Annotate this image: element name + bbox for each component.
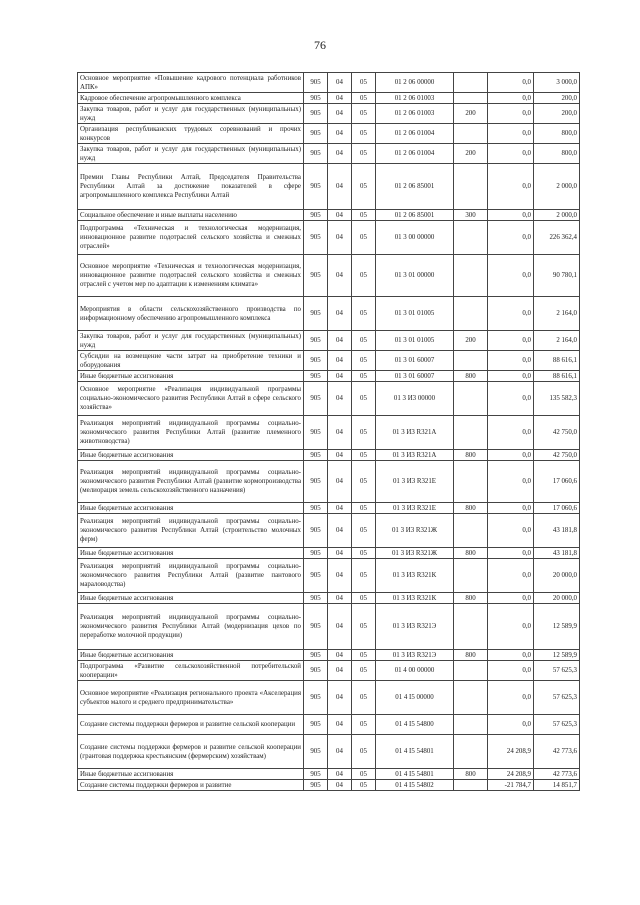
row-vr-cell: 800 bbox=[454, 593, 488, 604]
row-csr-cell: 01 3 И3 R321Э bbox=[376, 604, 454, 650]
row-csr-cell: 01 4 00 00000 bbox=[376, 661, 454, 681]
row-vr-cell: 300 bbox=[454, 210, 488, 221]
row-pr-cell: 05 bbox=[352, 681, 376, 715]
row-pr-cell: 05 bbox=[352, 559, 376, 593]
row-change-cell: 0,0 bbox=[488, 461, 534, 503]
table-row bbox=[78, 104, 580, 124]
row-change-cell: 0,0 bbox=[488, 382, 534, 416]
row-csr-cell: 01 3 01 60007 bbox=[376, 371, 454, 382]
row-change-cell: 0,0 bbox=[488, 503, 534, 514]
row-name-cell: Иные бюджетные ассигнования bbox=[78, 503, 304, 514]
row-change-cell: 0,0 bbox=[488, 73, 534, 93]
row-name-cell: Закупка товаров, работ и услуг для государственных (муниципальных) нужд bbox=[78, 104, 304, 124]
row-rz-cell: 04 bbox=[328, 735, 352, 769]
row-gr-cell: 905 bbox=[304, 144, 328, 164]
row-sum-cell: 2 000,0 bbox=[534, 210, 580, 221]
row-csr-cell: 01 2 06 01003 bbox=[376, 93, 454, 104]
table-row bbox=[78, 164, 580, 210]
row-sum-cell: 17 060,6 bbox=[534, 461, 580, 503]
row-sum-cell: 42 773,6 bbox=[534, 735, 580, 769]
table-row bbox=[78, 593, 580, 604]
row-pr-cell: 05 bbox=[352, 450, 376, 461]
row-csr-cell: 01 3 01 00000 bbox=[376, 255, 454, 297]
row-vr-cell: 800 bbox=[454, 371, 488, 382]
row-change-cell: 0,0 bbox=[488, 715, 534, 735]
row-change-cell: 0,0 bbox=[488, 416, 534, 450]
row-name-cell: Закупка товаров, работ и услуг для государственных (муниципальных) нужд bbox=[78, 144, 304, 164]
row-sum-cell: 43 181,8 bbox=[534, 548, 580, 559]
row-name-cell: Иные бюджетные ассигнования bbox=[78, 650, 304, 661]
row-sum-cell: 3 000,0 bbox=[534, 73, 580, 93]
row-sum-cell: 57 625,3 bbox=[534, 661, 580, 681]
row-change-cell: 0,0 bbox=[488, 514, 534, 548]
row-sum-cell: 42 750,0 bbox=[534, 450, 580, 461]
table-row bbox=[78, 371, 580, 382]
row-pr-cell: 05 bbox=[352, 93, 376, 104]
row-vr-cell bbox=[454, 715, 488, 735]
row-sum-cell: 800,0 bbox=[534, 144, 580, 164]
row-gr-cell: 905 bbox=[304, 559, 328, 593]
row-sum-cell: 42 750,0 bbox=[534, 416, 580, 450]
row-gr-cell: 905 bbox=[304, 104, 328, 124]
row-rz-cell: 04 bbox=[328, 548, 352, 559]
row-csr-cell: 01 4 I5 54800 bbox=[376, 715, 454, 735]
row-gr-cell: 905 bbox=[304, 450, 328, 461]
row-sum-cell: 20 000,0 bbox=[534, 593, 580, 604]
row-csr-cell: 01 4 I5 54801 bbox=[376, 735, 454, 769]
row-name-cell: Закупка товаров, работ и услуг для государственных (муниципальных) нужд bbox=[78, 331, 304, 351]
table-row bbox=[78, 780, 580, 791]
row-name-cell: Подпрограмма «Развитие сельскохозяйственной потребительской кооперации» bbox=[78, 661, 304, 681]
row-change-cell: 0,0 bbox=[488, 548, 534, 559]
row-vr-cell bbox=[454, 164, 488, 210]
table-row bbox=[78, 416, 580, 450]
row-pr-cell: 05 bbox=[352, 735, 376, 769]
row-rz-cell: 04 bbox=[328, 650, 352, 661]
row-csr-cell: 01 2 06 01004 bbox=[376, 124, 454, 144]
row-rz-cell: 04 bbox=[328, 416, 352, 450]
row-name-cell: Основное мероприятие «Реализация регионального проекта «Акселерация субъектов малого и среднего предпринимательства» bbox=[78, 681, 304, 715]
table-row bbox=[78, 210, 580, 221]
row-change-cell: 0,0 bbox=[488, 144, 534, 164]
row-csr-cell: 01 3 И3 R321А bbox=[376, 450, 454, 461]
table-row bbox=[78, 650, 580, 661]
row-pr-cell: 05 bbox=[352, 593, 376, 604]
row-name-cell: Социальное обеспечение и иные выплаты населению bbox=[78, 210, 304, 221]
row-csr-cell: 01 2 06 01003 bbox=[376, 104, 454, 124]
row-sum-cell: 226 362,4 bbox=[534, 221, 580, 255]
row-change-cell: 0,0 bbox=[488, 681, 534, 715]
row-pr-cell: 05 bbox=[352, 221, 376, 255]
row-change-cell: 0,0 bbox=[488, 164, 534, 210]
row-gr-cell: 905 bbox=[304, 124, 328, 144]
row-csr-cell: 01 4 I5 54801 bbox=[376, 769, 454, 780]
table-row bbox=[78, 93, 580, 104]
row-gr-cell: 905 bbox=[304, 715, 328, 735]
row-rz-cell: 04 bbox=[328, 450, 352, 461]
row-pr-cell: 05 bbox=[352, 780, 376, 791]
row-vr-cell bbox=[454, 514, 488, 548]
row-change-cell: 0,0 bbox=[488, 104, 534, 124]
row-rz-cell: 04 bbox=[328, 503, 352, 514]
row-rz-cell: 04 bbox=[328, 351, 352, 371]
row-pr-cell: 05 bbox=[352, 144, 376, 164]
row-name-cell: Подпрограмма «Техническая и технологическая модернизация, инновационное развитие подотраслей сельского хозяйства и смежных отраслей» bbox=[78, 221, 304, 255]
table-row bbox=[78, 124, 580, 144]
row-name-cell: Иные бюджетные ассигнования bbox=[78, 371, 304, 382]
row-change-cell: 24 208,9 bbox=[488, 769, 534, 780]
row-csr-cell: 01 2 06 00000 bbox=[376, 73, 454, 93]
row-change-cell: 0,0 bbox=[488, 371, 534, 382]
row-vr-cell: 200 bbox=[454, 144, 488, 164]
row-pr-cell: 05 bbox=[352, 503, 376, 514]
table-row bbox=[78, 255, 580, 297]
row-csr-cell: 01 4 I5 54802 bbox=[376, 780, 454, 791]
row-gr-cell: 905 bbox=[304, 297, 328, 331]
row-rz-cell: 04 bbox=[328, 681, 352, 715]
table-row bbox=[78, 681, 580, 715]
row-pr-cell: 05 bbox=[352, 297, 376, 331]
row-gr-cell: 905 bbox=[304, 461, 328, 503]
row-gr-cell: 905 bbox=[304, 210, 328, 221]
row-vr-cell bbox=[454, 559, 488, 593]
table-row bbox=[78, 548, 580, 559]
row-change-cell: 0,0 bbox=[488, 210, 534, 221]
row-pr-cell: 05 bbox=[352, 604, 376, 650]
row-name-cell: Кадровое обеспечение агропромышленного комплекса bbox=[78, 93, 304, 104]
row-change-cell: 0,0 bbox=[488, 331, 534, 351]
row-csr-cell: 01 2 06 85001 bbox=[376, 164, 454, 210]
row-gr-cell: 905 bbox=[304, 221, 328, 255]
table-row bbox=[78, 503, 580, 514]
row-pr-cell: 05 bbox=[352, 715, 376, 735]
row-csr-cell: 01 3 И3 R321Ж bbox=[376, 514, 454, 548]
row-vr-cell bbox=[454, 73, 488, 93]
row-rz-cell: 04 bbox=[328, 715, 352, 735]
row-change-cell: 0,0 bbox=[488, 124, 534, 144]
row-sum-cell: 90 780,1 bbox=[534, 255, 580, 297]
row-change-cell: 0,0 bbox=[488, 661, 534, 681]
row-rz-cell: 04 bbox=[328, 331, 352, 351]
row-csr-cell: 01 3 И3 R321К bbox=[376, 593, 454, 604]
row-vr-cell bbox=[454, 221, 488, 255]
row-name-cell: Основное мероприятие «Повышение кадрового потенциала работников АПК» bbox=[78, 73, 304, 93]
row-rz-cell: 04 bbox=[328, 144, 352, 164]
row-gr-cell: 905 bbox=[304, 382, 328, 416]
row-name-cell: Иные бюджетные ассигнования bbox=[78, 769, 304, 780]
row-sum-cell: 12 589,9 bbox=[534, 650, 580, 661]
row-change-cell: 0,0 bbox=[488, 297, 534, 331]
row-vr-cell bbox=[454, 382, 488, 416]
row-gr-cell: 905 bbox=[304, 769, 328, 780]
row-csr-cell: 01 3 01 01005 bbox=[376, 331, 454, 351]
row-rz-cell: 04 bbox=[328, 769, 352, 780]
row-pr-cell: 05 bbox=[352, 371, 376, 382]
row-csr-cell: 01 3 И3 R321Э bbox=[376, 650, 454, 661]
row-name-cell: Иные бюджетные ассигнования bbox=[78, 593, 304, 604]
row-change-cell: 24 208,9 bbox=[488, 735, 534, 769]
row-vr-cell: 800 bbox=[454, 503, 488, 514]
row-pr-cell: 05 bbox=[352, 73, 376, 93]
row-vr-cell bbox=[454, 255, 488, 297]
row-pr-cell: 05 bbox=[352, 661, 376, 681]
row-gr-cell: 905 bbox=[304, 164, 328, 210]
row-name-cell: Реализация мероприятий индивидуальной программы социально-экономического развития Республики Алтай (модернизация цехов по переработке молочной продукции) bbox=[78, 604, 304, 650]
row-sum-cell: 200,0 bbox=[534, 93, 580, 104]
row-vr-cell: 800 bbox=[454, 769, 488, 780]
row-sum-cell: 135 582,3 bbox=[534, 382, 580, 416]
row-pr-cell: 05 bbox=[352, 210, 376, 221]
row-csr-cell: 01 3 01 60007 bbox=[376, 351, 454, 371]
row-sum-cell: 43 181,8 bbox=[534, 514, 580, 548]
row-pr-cell: 05 bbox=[352, 124, 376, 144]
row-vr-cell bbox=[454, 661, 488, 681]
row-sum-cell: 42 773,6 bbox=[534, 769, 580, 780]
budget-table bbox=[77, 72, 580, 791]
row-sum-cell: 12 589,9 bbox=[534, 604, 580, 650]
table-row bbox=[78, 73, 580, 93]
row-csr-cell: 01 3 И3 R321Е bbox=[376, 503, 454, 514]
row-gr-cell: 905 bbox=[304, 255, 328, 297]
row-sum-cell: 88 616,1 bbox=[534, 351, 580, 371]
row-name-cell: Основное мероприятие «Реализация индивидуальной программы социально-экономического развития Республики Алтай в сфере сельского хозяйства» bbox=[78, 382, 304, 416]
row-pr-cell: 05 bbox=[352, 351, 376, 371]
row-pr-cell: 05 bbox=[352, 331, 376, 351]
table-row bbox=[78, 559, 580, 593]
row-rz-cell: 04 bbox=[328, 164, 352, 210]
budget-table-body bbox=[78, 73, 580, 791]
row-rz-cell: 04 bbox=[328, 371, 352, 382]
row-name-cell: Создание системы поддержки фермеров и развитие bbox=[78, 780, 304, 791]
row-rz-cell: 04 bbox=[328, 93, 352, 104]
row-rz-cell: 04 bbox=[328, 661, 352, 681]
row-name-cell: Создание системы поддержки фермеров и развитие сельской кооперации (грантовая поддержка крестьянским (фермерским) хозяйствам) bbox=[78, 735, 304, 769]
row-vr-cell: 200 bbox=[454, 104, 488, 124]
row-pr-cell: 05 bbox=[352, 416, 376, 450]
row-change-cell: 0,0 bbox=[488, 351, 534, 371]
row-rz-cell: 04 bbox=[328, 593, 352, 604]
row-csr-cell: 01 3 00 00000 bbox=[376, 221, 454, 255]
row-gr-cell: 905 bbox=[304, 593, 328, 604]
row-gr-cell: 905 bbox=[304, 650, 328, 661]
row-gr-cell: 905 bbox=[304, 661, 328, 681]
row-sum-cell: 200,0 bbox=[534, 104, 580, 124]
row-sum-cell: 20 000,0 bbox=[534, 559, 580, 593]
row-sum-cell: 800,0 bbox=[534, 124, 580, 144]
row-change-cell: 0,0 bbox=[488, 650, 534, 661]
table-row bbox=[78, 450, 580, 461]
row-name-cell: Основное мероприятие «Техническая и технологическая модернизация, инновационное развитие подотраслей сельского хозяйства и смежных отраслей с учетом мер по адаптации к изменениям климата» bbox=[78, 255, 304, 297]
row-pr-cell: 05 bbox=[352, 461, 376, 503]
table-row bbox=[78, 769, 580, 780]
row-rz-cell: 04 bbox=[328, 104, 352, 124]
row-name-cell: Реализация мероприятий индивидуальной программы социально-экономического развития Республики Алтай (развитие пантового мараловодства) bbox=[78, 559, 304, 593]
table-row bbox=[78, 715, 580, 735]
row-gr-cell: 905 bbox=[304, 73, 328, 93]
row-rz-cell: 04 bbox=[328, 559, 352, 593]
row-pr-cell: 05 bbox=[352, 255, 376, 297]
row-gr-cell: 905 bbox=[304, 681, 328, 715]
row-vr-cell bbox=[454, 681, 488, 715]
row-rz-cell: 04 bbox=[328, 221, 352, 255]
row-name-cell: Создание системы поддержки фермеров и развитие сельской кооперации bbox=[78, 715, 304, 735]
row-gr-cell: 905 bbox=[304, 514, 328, 548]
table-row bbox=[78, 331, 580, 351]
row-name-cell: Иные бюджетные ассигнования bbox=[78, 548, 304, 559]
row-vr-cell bbox=[454, 124, 488, 144]
table-row bbox=[78, 604, 580, 650]
row-gr-cell: 905 bbox=[304, 503, 328, 514]
row-vr-cell bbox=[454, 93, 488, 104]
row-csr-cell: 01 4 I5 00000 bbox=[376, 681, 454, 715]
row-change-cell: 0,0 bbox=[488, 255, 534, 297]
table-row bbox=[78, 144, 580, 164]
row-csr-cell: 01 3 01 01005 bbox=[376, 297, 454, 331]
row-gr-cell: 905 bbox=[304, 351, 328, 371]
row-name-cell: Реализация мероприятий индивидуальной программы социально-экономического развития Республики Алтай (развитие племенного животноводства) bbox=[78, 416, 304, 450]
table-row bbox=[78, 221, 580, 255]
row-sum-cell: 17 060,6 bbox=[534, 503, 580, 514]
row-pr-cell: 05 bbox=[352, 548, 376, 559]
row-vr-cell bbox=[454, 461, 488, 503]
row-name-cell: Реализация мероприятий индивидуальной программы социально-экономического развития Республики Алтай (строительство молочных ферм) bbox=[78, 514, 304, 548]
row-sum-cell: 57 625,3 bbox=[534, 715, 580, 735]
row-vr-cell bbox=[454, 297, 488, 331]
row-gr-cell: 905 bbox=[304, 735, 328, 769]
row-rz-cell: 04 bbox=[328, 461, 352, 503]
row-name-cell: Организация республиканских трудовых соревнований и прочих конкурсов bbox=[78, 124, 304, 144]
table-row bbox=[78, 351, 580, 371]
row-change-cell: 0,0 bbox=[488, 450, 534, 461]
row-csr-cell: 01 3 И3 R321А bbox=[376, 416, 454, 450]
row-name-cell: Субсидии на возмещение части затрат на приобретение техники и оборудования bbox=[78, 351, 304, 371]
row-sum-cell: 2 164,0 bbox=[534, 297, 580, 331]
row-csr-cell: 01 3 И3 R321Е bbox=[376, 461, 454, 503]
row-vr-cell bbox=[454, 351, 488, 371]
table-row bbox=[78, 461, 580, 503]
page-number: 76 bbox=[314, 38, 326, 52]
row-gr-cell: 905 bbox=[304, 371, 328, 382]
row-name-cell: Иные бюджетные ассигнования bbox=[78, 450, 304, 461]
row-sum-cell: 2 000,0 bbox=[534, 164, 580, 210]
row-rz-cell: 04 bbox=[328, 780, 352, 791]
table-row bbox=[78, 514, 580, 548]
row-vr-cell: 800 bbox=[454, 548, 488, 559]
row-rz-cell: 04 bbox=[328, 73, 352, 93]
row-change-cell: 0,0 bbox=[488, 604, 534, 650]
table-row bbox=[78, 297, 580, 331]
row-pr-cell: 05 bbox=[352, 382, 376, 416]
row-vr-cell bbox=[454, 604, 488, 650]
table-row bbox=[78, 735, 580, 769]
row-csr-cell: 01 2 06 01004 bbox=[376, 144, 454, 164]
row-gr-cell: 905 bbox=[304, 780, 328, 791]
row-rz-cell: 04 bbox=[328, 382, 352, 416]
row-name-cell: Премии Главы Республики Алтай, Председателя Правительства Республики Алтай за достижение показателей в сфере агропромышленного комплекса Республики Алтай bbox=[78, 164, 304, 210]
row-vr-cell bbox=[454, 416, 488, 450]
row-change-cell: 0,0 bbox=[488, 221, 534, 255]
row-vr-cell: 200 bbox=[454, 331, 488, 351]
row-csr-cell: 01 3 И3 R321Ж bbox=[376, 548, 454, 559]
row-gr-cell: 905 bbox=[304, 416, 328, 450]
row-pr-cell: 05 bbox=[352, 769, 376, 780]
row-change-cell: 0,0 bbox=[488, 559, 534, 593]
row-pr-cell: 05 bbox=[352, 514, 376, 548]
row-change-cell: 0,0 bbox=[488, 93, 534, 104]
row-sum-cell: 14 851,7 bbox=[534, 780, 580, 791]
table-row bbox=[78, 382, 580, 416]
row-vr-cell bbox=[454, 780, 488, 791]
row-gr-cell: 905 bbox=[304, 93, 328, 104]
row-csr-cell: 01 3 И3 00000 bbox=[376, 382, 454, 416]
row-rz-cell: 04 bbox=[328, 124, 352, 144]
row-gr-cell: 905 bbox=[304, 604, 328, 650]
row-sum-cell: 2 164,0 bbox=[534, 331, 580, 351]
row-change-cell: 0,0 bbox=[488, 593, 534, 604]
row-rz-cell: 04 bbox=[328, 297, 352, 331]
row-pr-cell: 05 bbox=[352, 650, 376, 661]
row-sum-cell: 57 625,3 bbox=[534, 681, 580, 715]
row-name-cell: Мероприятия в области сельскохозяйственного производства по информационному обеспечению агропромышленного комплекса bbox=[78, 297, 304, 331]
row-gr-cell: 905 bbox=[304, 331, 328, 351]
row-rz-cell: 04 bbox=[328, 604, 352, 650]
row-vr-cell: 800 bbox=[454, 650, 488, 661]
row-vr-cell: 800 bbox=[454, 450, 488, 461]
row-sum-cell: 88 616,1 bbox=[534, 371, 580, 382]
row-vr-cell bbox=[454, 735, 488, 769]
row-rz-cell: 04 bbox=[328, 255, 352, 297]
row-rz-cell: 04 bbox=[328, 210, 352, 221]
row-pr-cell: 05 bbox=[352, 164, 376, 210]
row-gr-cell: 905 bbox=[304, 548, 328, 559]
row-name-cell: Реализация мероприятий индивидуальной программы социально-экономического развития Республики Алтай (развитие кормопроизводства (мелиорация земель сельскохозяйственного назначения) bbox=[78, 461, 304, 503]
row-pr-cell: 05 bbox=[352, 104, 376, 124]
table-row bbox=[78, 661, 580, 681]
row-rz-cell: 04 bbox=[328, 514, 352, 548]
row-change-cell: -21 784,7 bbox=[488, 780, 534, 791]
row-csr-cell: 01 2 06 85001 bbox=[376, 210, 454, 221]
row-csr-cell: 01 3 И3 R321К bbox=[376, 559, 454, 593]
